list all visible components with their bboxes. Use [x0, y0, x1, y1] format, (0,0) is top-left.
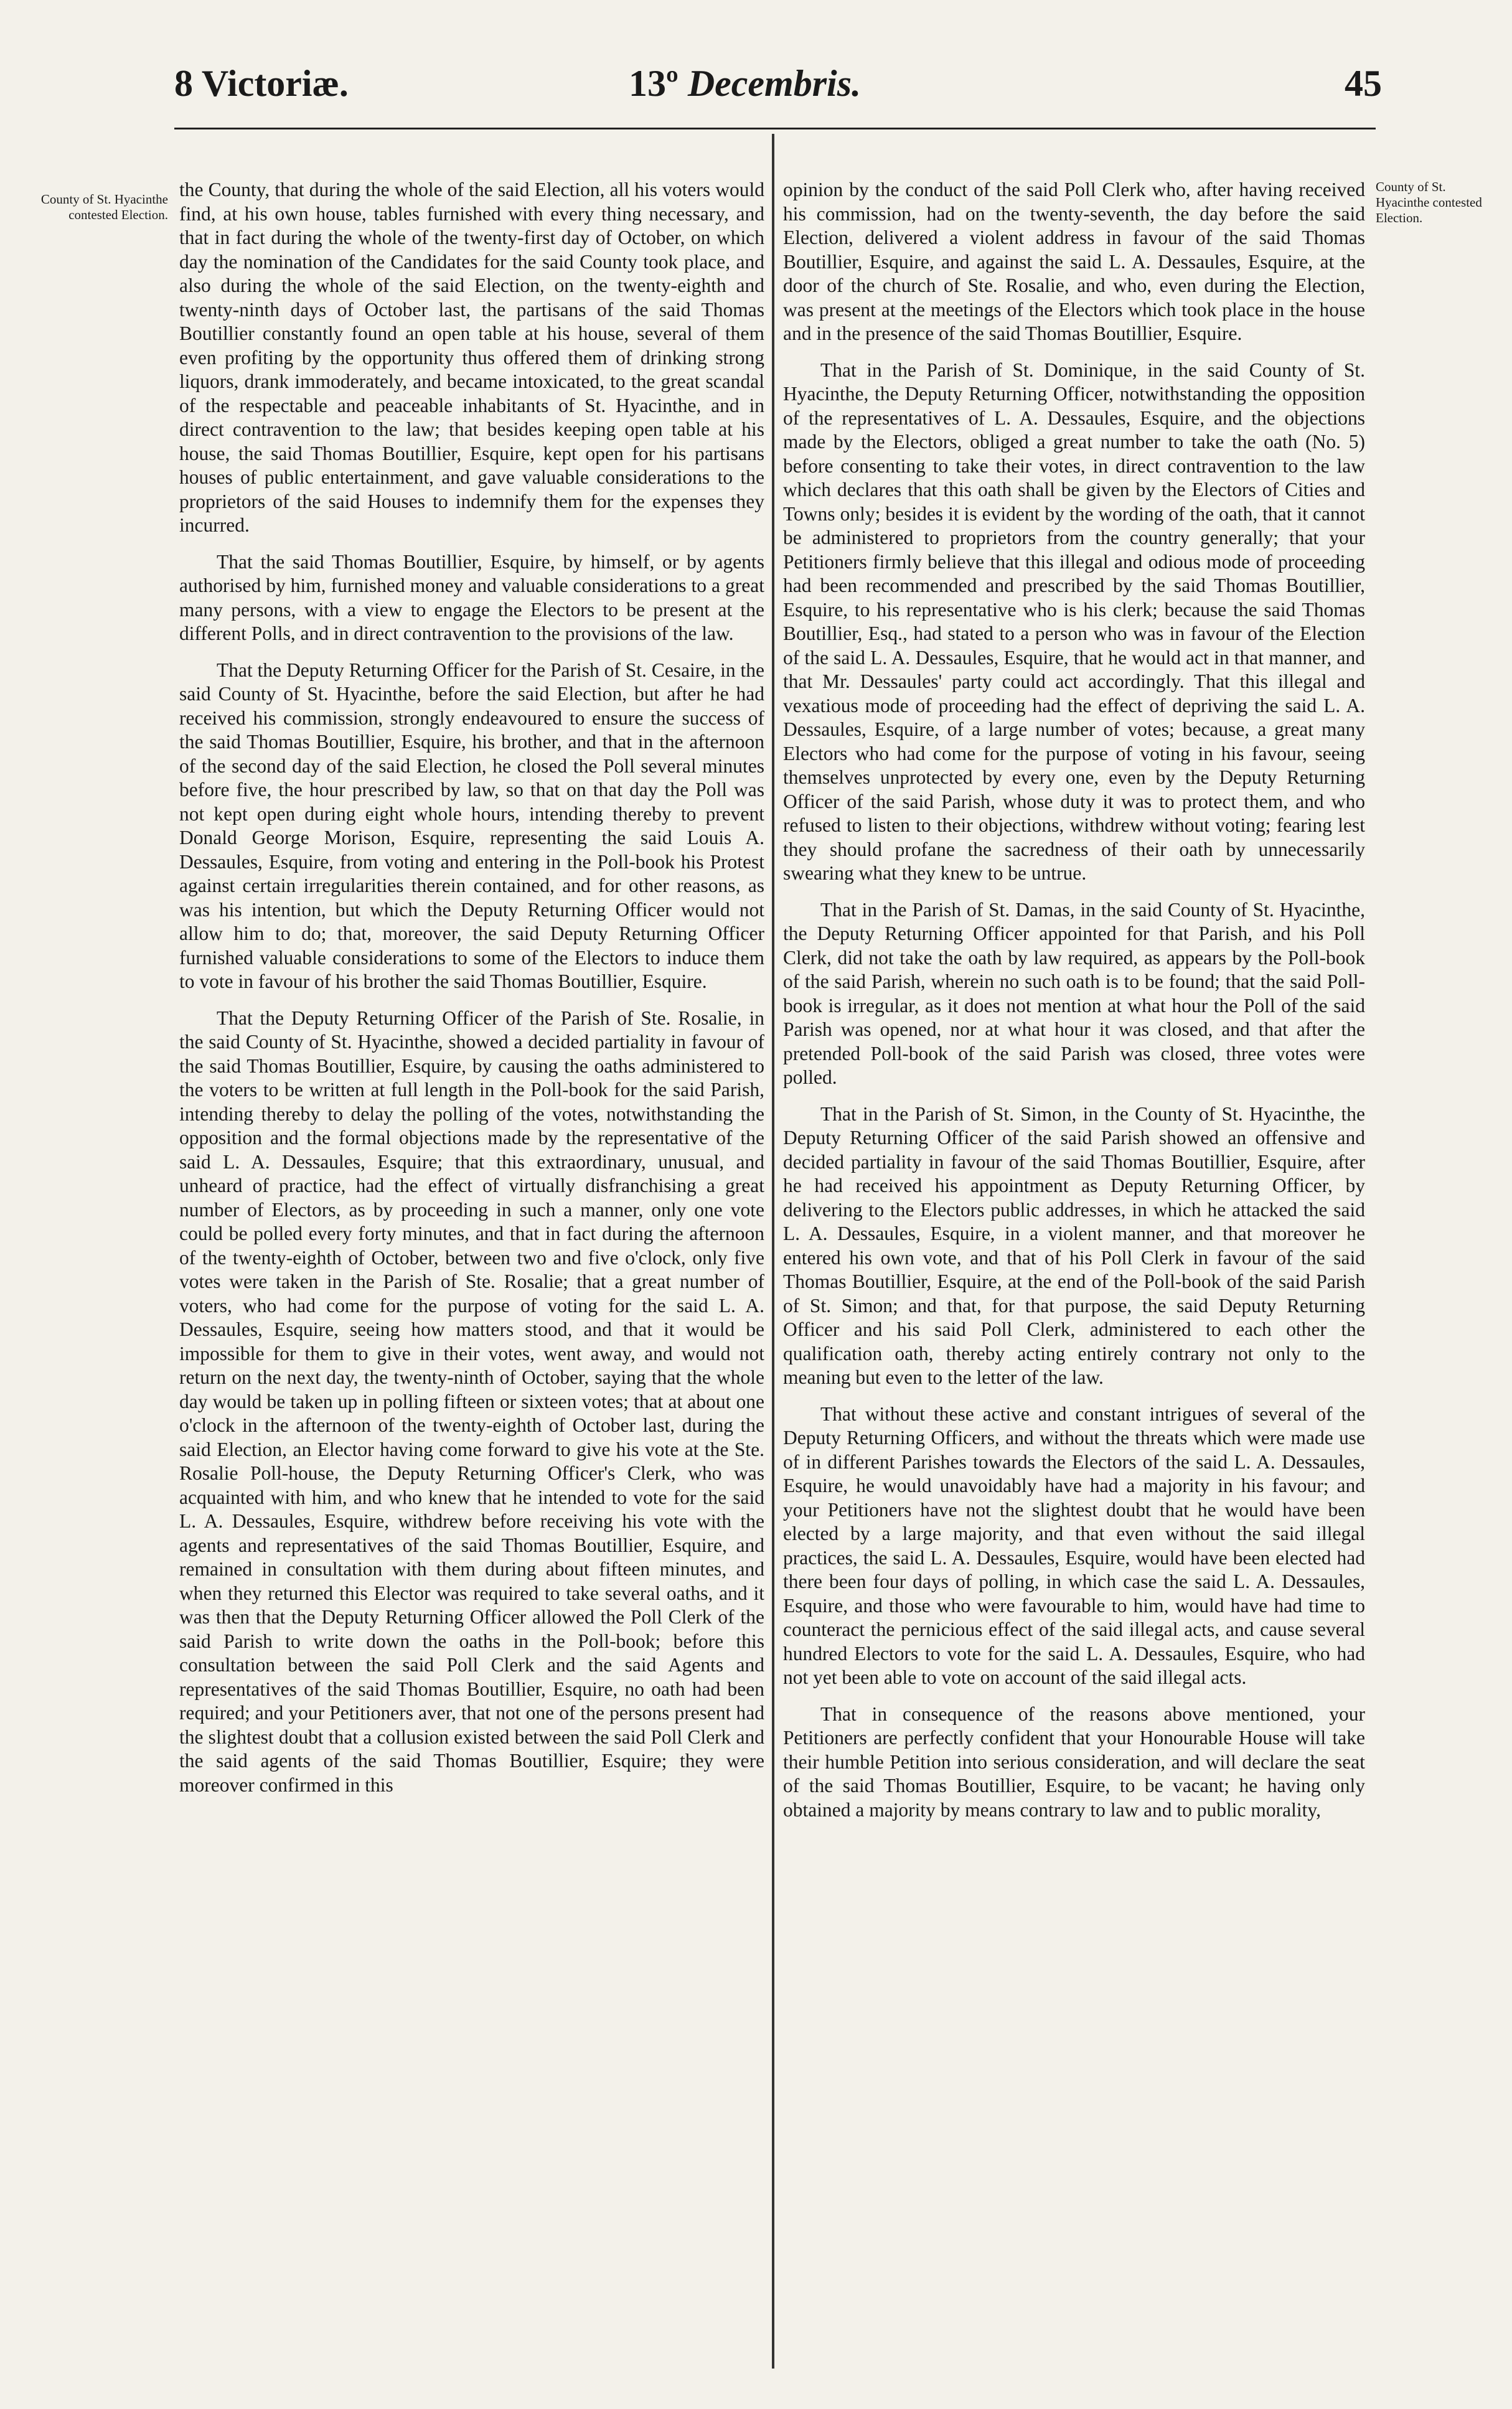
paragraph: That in the Parish of St. Damas, in the said County of St. Hyacinthe, the Deputy Returning Officer appointed for that Parish, and his Poll Clerk, did not take the oath by law required, as appears by the Poll-book of the said Parish, wherein no such oath is to be found; that the said Poll-book is irregular, as it does not mention at what hour the Poll of the said Parish was opened, nor at what hour it was closed, and that after the pretended Poll-book of the said Parish was closed, three votes were polled. [783, 898, 1365, 1088]
date-heading [629, 62, 861, 105]
page-number: 45 [1345, 63, 1382, 104]
paragraph: That the said Thomas Boutillier, Esquire, by himself, or by agents authorised by him, furnished money and valuable considerations to a great many persons, with a view to engage the Electors to be present at the different Polls, and in direct contravention to the provisions of the law. [179, 550, 764, 644]
paragraph: That the Deputy Returning Officer of the Parish of Ste. Rosalie, in the said County of St. Hyacinthe, showed a decided partiality in favour of the said Thomas Boutillier, Esquire, by causing the oaths administered to the voters to be written at full length in the Poll-book for the said Parish, intending thereby to delay the polling of the votes, notwithstanding the opposition and the formal objections made by the representative of the said L. A. Dessaules, Esquire; that this extraordinary, unusual, and unheard of practice, had the effect of virtually disfranchising a great number of Electors, as by proceeding in such a manner, only one vote could be polled every forty minutes, and that in fact during the afternoon of the twenty-eighth of October, between two and five o'clock, only five votes were taken in the Parish of Ste. Rosalie; that a great number of voters, who had come for the purpose of voting for the said L. A. Dessaules, Esquire, seeing how matters stood, and that it would be impossible for them to give in their votes, went away, and would not return on the next day, the twenty-ninth of October, saying that the whole day would be taken up in polling fifteen or sixteen votes; that at about one o'clock in the afternoon of the twenty-eighth of October last, during the said Election, an Elector having come forward to give his vote at the Ste. Rosalie Poll-house, the Deputy Returning Officer's Clerk, who was acquainted with him, and who knew that he intended to vote for the said L. A. Dessaules, Esquire, withdrew before receiving his vote with the agents and representatives of the said Thomas Boutillier, Esquire, and remained in consultation with them during about fifteen minutes, and when they returned this Elector was required to take several oaths, and it was then that the Deputy Returning Officer allowed the Poll Clerk of the said Parish to write down the oaths in the Poll-book; before this consultation between the said Poll Clerk and the said Agents and representatives of the said Thomas Boutillier, Esquire, no oath had been required; and your Petitioners aver, that not one of the persons present had the slightest doubt that a collusion existed between the said Poll Clerk and the said agents of the said Thomas Boutillier, Esquire; they were moreover confirmed in this [179, 1007, 764, 1796]
header-rule [174, 128, 1376, 129]
left-column [179, 178, 764, 1810]
paragraph: That in the Parish of St. Simon, in the County of St. Hyacinthe, the Deputy Returning Officer of the said Parish showed an offensive and decided partiality in favour of the said Thomas Boutillier, Esquire, after he had received his appointment as Deputy Returning Officer, by delivering to the Electors public addresses, in which he attacked the said L. A. Dessaules, Esquire, in a violent manner, and that moreover he entered his own vote, and that of his Poll Clerk in favour of the said Thomas Boutillier, Esquire, at the end of the Poll-book of the said Parish of St. Simon; and that, for that purpose, the said Deputy Returning Officer and his said Poll Clerk, administered to each other the qualification oath, thereby acting entirely contrary not only to the meaning but even to the letter of the law. [783, 1102, 1365, 1388]
paragraph: opinion by the conduct of the said Poll Clerk who, after having received his commission, had on the twenty-seventh, the day before the said Election, delivered a violent address in favour of the said Thomas Boutillier, Esquire, and against the said L. A. Dessaules, Esquire, at the door of the church of Ste. Rosalie, and who, even during the Election, was present at the meetings of the Electors which took place in the house and in the presence of the said Thomas Boutillier, Esquire. [783, 179, 1365, 344]
column-divider [772, 134, 774, 2369]
margin-note-left: County of St. Hyacinthe contested Election. [40, 192, 168, 222]
paragraph: the County, that during the whole of the said Election, all his voters would find, at his own house, tables furnished with every thing necessary, and that in fact during the whole of the twenty-first day of October, on which day the nomination of the Candidates for the said County took place, and also during the whole of the said Election, on the twenty-eighth and twenty-ninth days of October last, the partisans of the said Thomas Boutillier constantly found an open table at his house, several of them even profiting by the opportunity thus offered them of drinking strong liquors, drank immoderately, and became intoxicated, to the great scandal of the respectable and peaceable inhabitants of St. Hyacinthe, and in direct contravention to the law; that besides keeping open table at his house, the said Thomas Boutillier, Esquire, kept open for his partisans houses of public entertainment, and gave valuable considerations to the proprietors of the said Houses to indemnify them for the expenses they incurred. [179, 179, 764, 536]
page-header [174, 62, 1382, 118]
regnal-year: 8 Victoriæ. [174, 63, 349, 104]
right-column [783, 178, 1365, 1834]
date-day: 13º [629, 63, 679, 104]
date-month: Decembris. [687, 63, 862, 104]
margin-note-right: County of St. Hyacinthe contested Election. [1376, 179, 1482, 225]
paragraph: That the Deputy Returning Officer for the Parish of St. Cesaire, in the said County of St. Hyacinthe, before the said Election, but after he had received his commission, strongly endeavoured to ensure the success of the said Thomas Boutillier, Esquire, his brother, and that in the afternoon of the second day of the said Election, he closed the Poll several minutes before five, the hour prescribed by law, so that on that day the Poll was not kept open during eight whole hours, intending thereby to prevent Donald George Morison, Esquire, representing the said Louis A. Dessaules, Esquire, from voting and entering in the Poll-book his Protest against certain irregularities therein contained, and for other reasons, as was his intention, but which the Deputy Returning Officer would not allow him to do; that, moreover, the said Deputy Returning Officer furnished valuable considerations to some of the Electors to induce them to vote in favour of his brother the said Thomas Boutillier, Esquire. [179, 659, 764, 992]
paragraph: That without these active and constant intrigues of several of the Deputy Returning Officers, and without the threats which were made use of in different Parishes towards the Electors of the said L. A. Dessaules, Esquire, he would unavoidably have had a majority in his favour; and your Petitioners have not the slightest doubt that he would have been elected by a large majority, and that even without the said illegal practices, the said L. A. Dessaules, Esquire, would have been elected had there been four days of polling, in which case the said L. A. Dessaules, Esquire, and those who were favourable to him, would have had time to counteract the pernicious effect of the said illegal acts, and cause several hundred Electors to vote for the said L. A. Dessaules, Esquire, who had not yet been able to vote on account of the said illegal acts. [783, 1402, 1365, 1688]
paragraph: That in consequence of the reasons above mentioned, your Petitioners are perfectly confident that your Honourable House will take their humble Petition into serious consideration, and will declare the seat of the said Thomas Boutillier, Esquire, to be vacant; he having only obtained a majority by means contrary to law and to public morality, [783, 1702, 1365, 1821]
paragraph: That in the Parish of St. Dominique, in the said County of St. Hyacinthe, the Deputy Returning Officer, notwithstanding the opposition of the representatives of L. A. Dessaules, Esquire, and the objections made by the Electors, obliged a great number to take the oath (No. 5) before consenting to take their votes, in direct contravention to the law which declares that this oath shall be given by the Electors of Cities and Towns only; besides it is evident by the wording of the oath, that it cannot be administered to proprietors from the country generally; that your Petitioners firmly believe that this illegal and odious mode of proceeding had been recommended and prescribed by the said Thomas Boutillier, Esquire, to his representative who is his clerk; because the said Thomas Boutillier, Esq., had stated to a person who was in favour of the Election of the said L. A. Dessaules, Esquire, that he would act in that manner, and that Mr. Dessaules' party could act accordingly. That this illegal and vexatious mode of proceeding had the effect of depriving the said L. A. Dessaules, Esquire, of a large number of votes; because, a great many Electors who had come for the purpose of voting in his favour, seeing themselves unprotected by every one, even by the Deputy Returning Officer of the said Parish, whose duty it was to protect them, and who refused to listen to their objections, withdrew without voting; fearing lest they should profane the sacredness of their oath by unnecessarily swearing what they knew to be untrue. [783, 359, 1365, 884]
